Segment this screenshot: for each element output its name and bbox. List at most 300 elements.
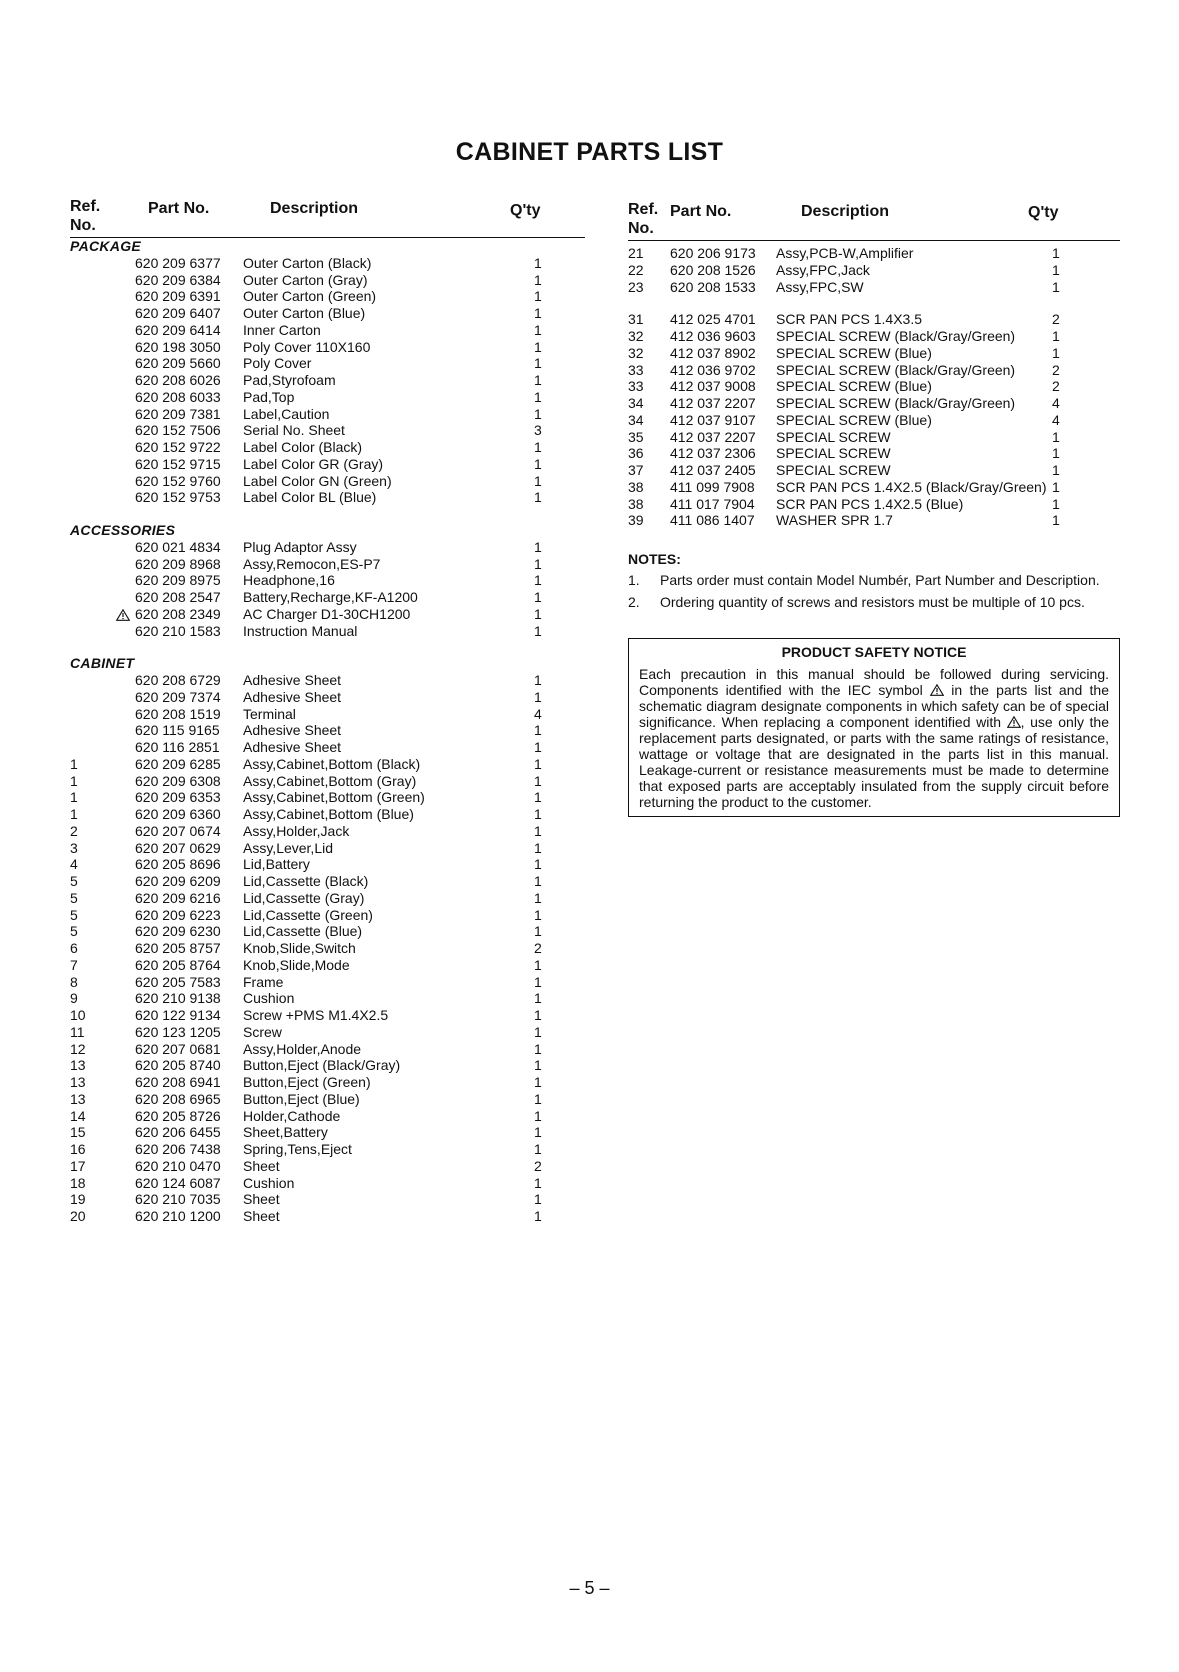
table-row <box>70 539 585 556</box>
table-row <box>70 572 585 589</box>
description: Assy,FPC,SW <box>776 278 864 295</box>
header-qty: Q'ty <box>510 202 541 219</box>
ref-no: 14 <box>70 1107 86 1124</box>
table-row <box>70 322 585 339</box>
ref-no: 33 <box>628 361 644 378</box>
part-no: 620 205 8740 <box>135 1057 221 1074</box>
ref-no: 22 <box>628 261 644 278</box>
quantity: 1 <box>1052 261 1060 278</box>
table-row <box>70 288 585 305</box>
quantity: 1 <box>534 923 542 940</box>
section-heading: PACKAGE <box>70 238 142 254</box>
table-row <box>628 328 1120 345</box>
quantity: 1 <box>534 1107 542 1124</box>
table-row <box>70 890 585 907</box>
ref-no: 2 <box>70 822 78 839</box>
ref-no: 36 <box>628 445 644 462</box>
quantity: 1 <box>1052 512 1060 529</box>
part-no: 620 209 7374 <box>135 688 221 705</box>
quantity: 1 <box>534 1124 542 1141</box>
table-row <box>70 756 585 773</box>
product-safety-notice <box>628 638 1120 817</box>
table-row <box>628 378 1120 395</box>
section-heading: ACCESSORIES <box>70 522 176 538</box>
description: Button,Eject (Blue) <box>243 1090 360 1107</box>
quantity: 1 <box>534 355 542 372</box>
quantity: 1 <box>534 956 542 973</box>
header-part-no: Part No. <box>670 203 732 220</box>
part-no: 620 209 6223 <box>135 906 221 923</box>
description: SPECIAL SCREW (Blue) <box>776 411 932 428</box>
ref-no: 12 <box>70 1040 86 1057</box>
header-description: Description <box>270 200 359 217</box>
quantity: 1 <box>534 439 542 455</box>
warning-triangle-icon <box>116 609 130 621</box>
note-text: Parts order must contain Model Numbér, Part Number and Description. <box>660 572 1100 588</box>
description: Sheet <box>243 1191 280 1208</box>
part-no: 620 209 7381 <box>135 405 221 422</box>
quantity: 2 <box>534 1157 542 1174</box>
table-row <box>70 1141 585 1158</box>
quantity: 1 <box>534 789 542 806</box>
table-row <box>70 372 585 389</box>
header-description: Description <box>801 203 890 220</box>
part-no: 620 206 7438 <box>135 1141 221 1157</box>
quantity: 1 <box>534 555 542 572</box>
table-row <box>70 1041 585 1058</box>
description: Adhesive Sheet <box>243 722 342 739</box>
description: Knob,Slide,Mode <box>243 956 350 973</box>
ref-no: 9 <box>70 990 78 1007</box>
part-no: 412 037 2207 <box>670 428 756 445</box>
description: Label Color (Black) <box>243 439 363 455</box>
ref-no: 18 <box>70 1174 86 1191</box>
group-gap <box>628 295 1120 311</box>
table-row <box>70 840 585 857</box>
description: Lid,Cassette (Green) <box>243 906 373 923</box>
part-no: 620 209 6407 <box>135 305 221 321</box>
table-row <box>628 311 1120 328</box>
table-row <box>70 406 585 423</box>
part-no: 620 207 0681 <box>135 1040 221 1057</box>
quantity: 1 <box>534 806 542 822</box>
ref-no: 19 <box>70 1191 86 1208</box>
description: Label Color GR (Gray) <box>243 455 384 472</box>
part-no: 620 115 9165 <box>135 722 220 739</box>
ref-no: 11 <box>70 1023 85 1040</box>
safety-text-3: , use only the replacement parts designated, or parts with the same ratings of resistance, wattage or voltage that are designated in the parts list in this manual. Leakage-current or resistance measurements must be made to determine that exposed parts are acceptably insulated from the supply circuit before returning the product to the customer. <box>639 714 1110 810</box>
table-row <box>70 907 585 924</box>
table-row <box>628 412 1120 429</box>
part-no: 620 206 6455 <box>135 1124 221 1141</box>
table-row <box>70 689 585 706</box>
description: Assy,Holder,Jack <box>243 822 350 839</box>
ref-no: 35 <box>628 428 644 445</box>
quantity: 1 <box>534 572 542 589</box>
quantity: 1 <box>534 755 542 772</box>
note-number: 2. <box>628 594 640 610</box>
table-row <box>70 823 585 840</box>
part-no: 620 209 6391 <box>135 288 221 305</box>
part-no: 620 152 9722 <box>135 439 221 455</box>
table-row <box>70 439 585 456</box>
part-no: 620 205 8757 <box>135 940 221 956</box>
part-no: 620 209 6384 <box>135 271 221 288</box>
note-item <box>628 572 1120 588</box>
part-no: 620 210 0470 <box>135 1157 221 1174</box>
quantity: 1 <box>1052 245 1060 261</box>
table-row <box>70 1091 585 1108</box>
part-no: 620 207 0629 <box>135 839 221 856</box>
part-no: 620 205 8726 <box>135 1107 221 1124</box>
table-row <box>628 262 1120 279</box>
quantity: 1 <box>534 405 542 422</box>
ref-no: 34 <box>628 411 644 428</box>
ref-no: 1 <box>70 772 78 789</box>
description: Cushion <box>243 1174 295 1191</box>
table-row <box>70 1007 585 1024</box>
part-no: 412 037 8902 <box>670 344 756 361</box>
part-no: 620 209 6285 <box>135 755 221 772</box>
ref-no: 1 <box>70 806 78 822</box>
quantity: 1 <box>534 605 542 622</box>
quantity: 4 <box>1052 411 1060 428</box>
table-row <box>70 1074 585 1091</box>
quantity: 2 <box>1052 311 1060 328</box>
table-row <box>70 773 585 790</box>
part-no: 620 206 9173 <box>670 245 756 261</box>
table-row <box>70 255 585 272</box>
quantity: 1 <box>534 889 542 906</box>
table-row <box>70 856 585 873</box>
section-heading: CABINET <box>70 655 135 672</box>
table-row <box>70 339 585 356</box>
quantity: 1 <box>1052 445 1060 462</box>
description: Adhesive Sheet <box>243 688 342 705</box>
part-no: 620 208 1533 <box>670 278 756 295</box>
table-row <box>70 473 585 490</box>
description: Plug Adaptor Assy <box>243 538 357 555</box>
part-no: 620 210 7035 <box>135 1191 221 1208</box>
quantity: 1 <box>534 254 542 271</box>
quantity: 1 <box>534 1023 542 1040</box>
description: AC Charger D1-30CH1200 <box>243 605 411 622</box>
quantity: 3 <box>534 422 542 439</box>
table-row <box>70 1208 585 1225</box>
table-row <box>628 512 1120 529</box>
part-no: 620 208 6033 <box>135 388 221 405</box>
quantity: 1 <box>1052 495 1060 512</box>
part-no: 412 036 9603 <box>670 328 756 344</box>
ref-no: 10 <box>70 1007 86 1023</box>
table-row <box>70 789 585 806</box>
table-row <box>70 623 585 640</box>
ref-no: 39 <box>628 512 644 529</box>
part-no: 412 025 4701 <box>670 311 756 328</box>
quantity: 2 <box>1052 361 1060 378</box>
description: Poly Cover 110X160 <box>243 338 371 355</box>
ref-no: 31 <box>628 311 644 328</box>
table-row <box>70 1124 585 1141</box>
quantity: 1 <box>534 1141 542 1157</box>
description: SPECIAL SCREW <box>776 428 891 445</box>
ref-no: 38 <box>628 495 644 512</box>
table-row <box>628 395 1120 412</box>
description: Holder,Cathode <box>243 1107 341 1124</box>
description: Assy,FPC,Jack <box>776 261 870 278</box>
description: SPECIAL SCREW (Black/Gray/Green) <box>776 328 1016 344</box>
description: SCR PAN PCS 1.4X2.5 (Black/Gray/Green) <box>776 478 1047 495</box>
table-row <box>70 974 585 991</box>
quantity: 1 <box>1052 328 1060 344</box>
table-row <box>70 272 585 289</box>
ref-no: 8 <box>70 973 78 990</box>
part-no: 620 124 6087 <box>135 1174 221 1191</box>
description: Sheet <box>243 1157 280 1174</box>
quantity: 4 <box>1052 395 1060 411</box>
description: Terminal <box>243 705 296 722</box>
description: Outer Carton (Blue) <box>243 305 366 321</box>
ref-no: 3 <box>70 839 78 856</box>
table-row <box>70 1191 585 1208</box>
ref-no: 13 <box>70 1090 86 1107</box>
safety-notice-body <box>639 666 1109 810</box>
quantity: 1 <box>534 305 542 321</box>
quantity: 1 <box>1052 478 1060 495</box>
part-no: 620 208 1519 <box>135 705 221 722</box>
description: Outer Carton (Green) <box>243 288 377 305</box>
table-row <box>70 489 585 506</box>
quantity: 1 <box>534 455 542 472</box>
table-row <box>70 1057 585 1074</box>
description: Spring,Tens,Eject <box>243 1141 352 1157</box>
description: SPECIAL SCREW (Blue) <box>776 378 932 395</box>
table-row <box>628 429 1120 446</box>
quantity: 1 <box>534 622 542 639</box>
ref-no: 34 <box>628 395 644 411</box>
page-title: CABINET PARTS LIST <box>455 138 724 166</box>
header-part-no: Part No. <box>148 200 210 217</box>
ref-no: 21 <box>628 245 644 261</box>
quantity: 1 <box>534 489 542 506</box>
table-row <box>70 1024 585 1041</box>
part-no: 620 122 9134 <box>135 1007 221 1023</box>
description: Instruction Manual <box>243 622 358 639</box>
part-no: 620 208 1526 <box>670 261 756 278</box>
section-gap <box>70 506 585 522</box>
table-header <box>628 198 1120 241</box>
description: SCR PAN PCS 1.4X3.5 <box>776 311 923 328</box>
ref-no: 17 <box>70 1157 86 1174</box>
part-no: 620 208 2349 <box>135 605 221 622</box>
part-no: 620 209 6360 <box>135 806 221 822</box>
description: Assy,Cabinet,Bottom (Gray) <box>243 772 417 789</box>
part-no: 620 209 8975 <box>135 572 221 589</box>
ref-no: 6 <box>70 940 78 956</box>
note-text: Ordering quantity of screws and resistors must be multiple of 10 pcs. <box>660 594 1085 610</box>
part-no: 620 209 6209 <box>135 873 221 889</box>
quantity: 1 <box>534 906 542 923</box>
quantity: 1 <box>534 1057 542 1074</box>
table-row <box>628 445 1120 462</box>
quantity: 1 <box>534 388 542 405</box>
part-no: 620 209 6353 <box>135 789 221 806</box>
ref-no: 20 <box>70 1208 86 1224</box>
part-no: 620 198 3050 <box>135 338 221 355</box>
ref-no: 13 <box>70 1057 86 1074</box>
header-ref: Ref. No. <box>628 201 659 237</box>
part-no: 620 205 8764 <box>135 956 221 973</box>
description: Label Color BL (Blue) <box>243 489 377 506</box>
quantity: 1 <box>534 856 542 873</box>
ref-no: 5 <box>70 873 78 889</box>
part-no: 620 205 8696 <box>135 856 221 873</box>
table-row <box>70 990 585 1007</box>
table-row <box>70 672 585 689</box>
quantity: 1 <box>534 1208 542 1224</box>
ref-no: 13 <box>70 1074 86 1090</box>
part-no: 411 086 1407 <box>670 512 755 529</box>
description: Headphone,16 <box>243 572 335 589</box>
left-parts-table <box>70 195 585 1225</box>
part-no: 620 208 6729 <box>135 672 221 688</box>
table-row <box>628 462 1120 479</box>
description: SPECIAL SCREW (Black/Gray/Green) <box>776 395 1016 411</box>
table-row <box>70 355 585 372</box>
part-no: 620 209 6216 <box>135 889 221 906</box>
header-qty: Q'ty <box>1028 204 1059 221</box>
part-no: 620 208 6965 <box>135 1090 221 1107</box>
description: Button,Eject (Black/Gray) <box>243 1057 401 1074</box>
part-no: 620 152 9760 <box>135 472 221 489</box>
left-rows <box>70 238 585 1225</box>
quantity: 1 <box>1052 278 1060 295</box>
description: SPECIAL SCREW (Black/Gray/Green) <box>776 361 1016 378</box>
description: Assy,Cabinet,Bottom (Green) <box>243 789 425 806</box>
description: Label Color GN (Green) <box>243 472 392 489</box>
part-no: 412 037 2306 <box>670 445 756 462</box>
table-row <box>70 873 585 890</box>
table-row <box>70 739 585 756</box>
note-item <box>628 594 1120 610</box>
description: Assy,Cabinet,Bottom (Blue) <box>243 806 414 822</box>
description: Pad,Top <box>243 388 295 405</box>
page-number: – 5 – <box>569 1578 610 1598</box>
ref-no: 32 <box>628 344 644 361</box>
part-no: 620 208 6026 <box>135 372 221 388</box>
quantity: 2 <box>1052 378 1060 395</box>
quantity: 1 <box>534 1191 542 1208</box>
safety-text-1: Each precaution in this manual should be followed during servicing. Components identified with the IEC symbol <box>639 666 1109 698</box>
part-no: 620 152 9715 <box>135 455 221 472</box>
quantity: 1 <box>534 1040 542 1057</box>
table-row <box>628 345 1120 362</box>
ref-no: 15 <box>70 1124 86 1141</box>
table-row <box>628 245 1120 262</box>
ref-no: 38 <box>628 478 644 495</box>
part-no: 620 116 2851 <box>135 739 220 755</box>
table-row <box>628 279 1120 296</box>
table-row <box>70 806 585 823</box>
quantity: 1 <box>534 873 542 889</box>
quantity: 1 <box>534 772 542 789</box>
part-no: 620 209 8968 <box>135 555 221 572</box>
quantity: 1 <box>534 722 542 739</box>
part-no: 620 152 9753 <box>135 489 221 506</box>
part-no: 412 037 9107 <box>670 411 756 428</box>
right-parts-table <box>628 198 1120 817</box>
quantity: 1 <box>534 321 542 338</box>
ref-no: 33 <box>628 378 644 395</box>
ref-no: 5 <box>70 923 78 940</box>
description: Label,Caution <box>243 405 330 422</box>
quantity: 1 <box>534 338 542 355</box>
quantity: 1 <box>534 372 542 388</box>
part-no: 620 207 0674 <box>135 822 221 839</box>
description: SCR PAN PCS 1.4X2.5 (Blue) <box>776 495 964 512</box>
description: Assy,PCB-W,Amplifier <box>776 245 914 261</box>
quantity: 1 <box>534 973 542 990</box>
part-no: 620 210 1200 <box>135 1208 221 1224</box>
quantity: 2 <box>534 940 542 956</box>
ref-no: 1 <box>70 789 78 806</box>
description: Frame <box>243 973 284 990</box>
table-row <box>70 305 585 322</box>
description: Knob,Slide,Switch <box>243 940 356 956</box>
table-row <box>70 389 585 406</box>
part-no: 412 036 9702 <box>670 361 756 378</box>
ref-no: 23 <box>628 278 644 295</box>
ref-no: 4 <box>70 856 78 873</box>
quantity: 1 <box>1052 344 1060 361</box>
description: Screw +PMS M1.4X2.5 <box>243 1007 389 1023</box>
quantity: 1 <box>1052 428 1060 445</box>
table-row <box>70 556 585 573</box>
table-row <box>70 706 585 723</box>
part-no: 620 021 4834 <box>135 538 221 555</box>
quantity: 1 <box>534 1074 542 1090</box>
quantity: 1 <box>534 1007 542 1023</box>
description: Adhesive Sheet <box>243 672 342 688</box>
part-no: 620 209 6414 <box>135 321 221 338</box>
part-no: 411 017 7904 <box>670 495 755 512</box>
warning-triangle-icon <box>1007 716 1021 728</box>
quantity: 1 <box>534 739 542 755</box>
part-no: 412 037 2405 <box>670 462 756 478</box>
part-no: 412 037 9008 <box>670 378 756 395</box>
notes-title: NOTES: <box>628 551 681 567</box>
description: Lid,Cassette (Gray) <box>243 889 365 906</box>
description: Lid,Cassette (Blue) <box>243 923 363 940</box>
description: Inner Carton <box>243 321 321 338</box>
table-row <box>70 589 585 606</box>
quantity: 1 <box>534 839 542 856</box>
part-no: 620 209 6308 <box>135 772 221 789</box>
part-no: 412 037 2207 <box>670 395 756 411</box>
description: Screw <box>243 1023 282 1040</box>
quantity: 1 <box>534 1090 542 1107</box>
table-header <box>70 195 585 238</box>
description: Battery,Recharge,KF-A1200 <box>243 589 418 605</box>
table-row <box>70 957 585 974</box>
description: Assy,Remocon,ES-P7 <box>243 555 381 572</box>
description: Lid,Cassette (Black) <box>243 873 369 889</box>
note-number: 1. <box>628 572 640 588</box>
ref-no: 16 <box>70 1141 86 1157</box>
part-no: 620 205 7583 <box>135 973 221 990</box>
ref-no: 5 <box>70 906 78 923</box>
table-row <box>70 1108 585 1125</box>
